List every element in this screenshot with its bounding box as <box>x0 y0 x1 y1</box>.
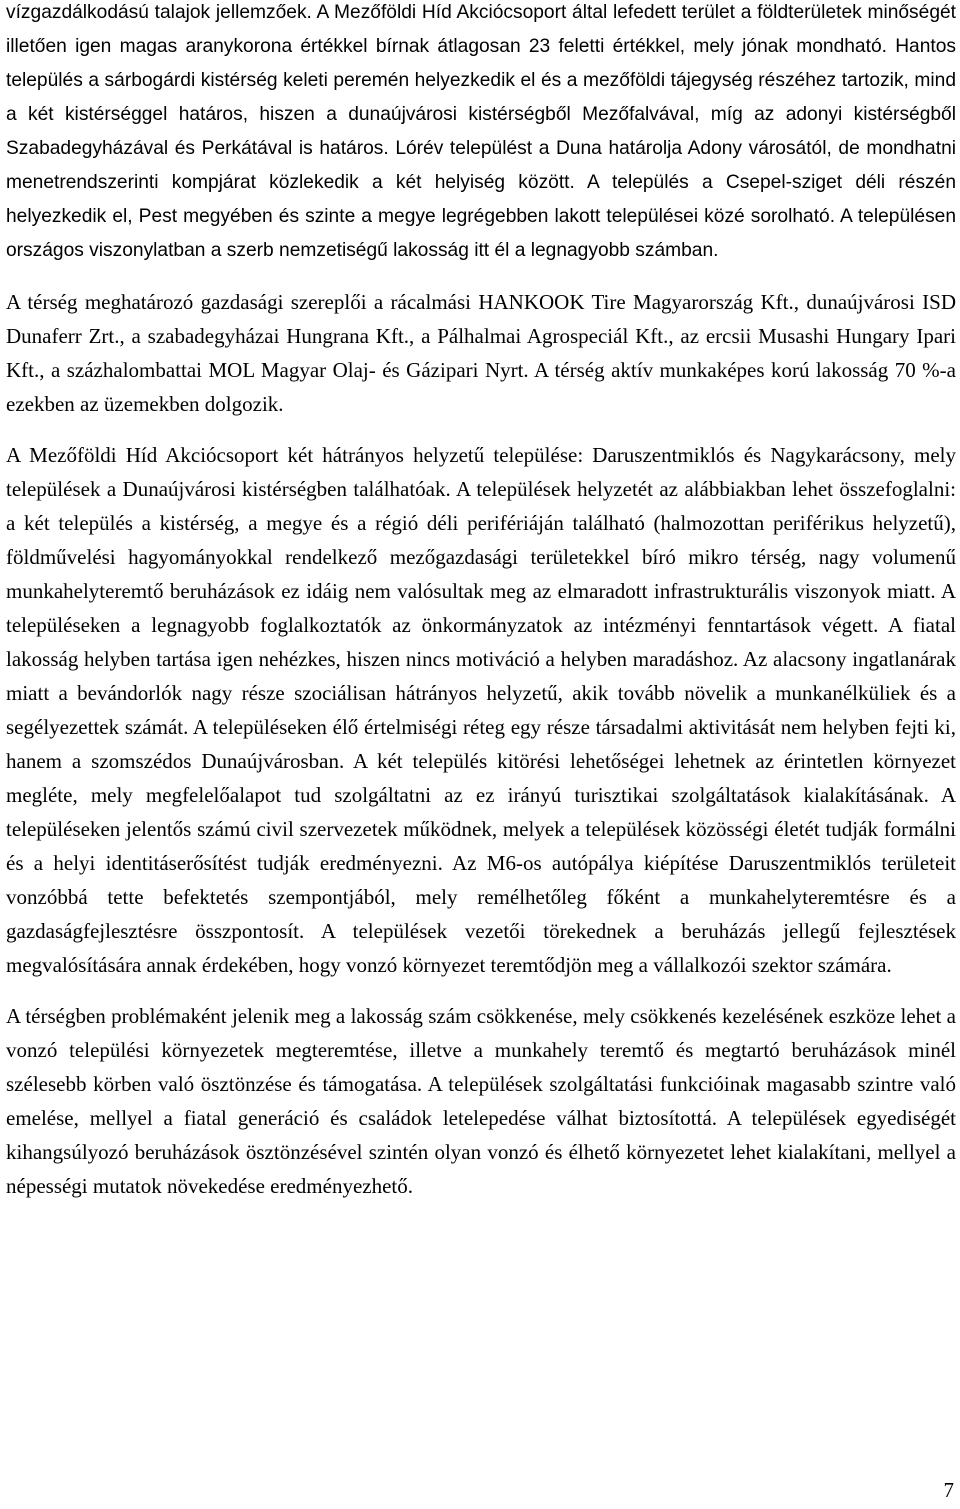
paragraph-economic-actors: A térség meghatározó gazdasági szereplői a rácalmási HANKOOK Tire Magyarország Kft., dunaújvárosi ISD Dunaferr Zrt., a szabadegyházai Hungrana Kft., a Pálhalmai Agrospeciál Kft., az ercsii Musashi Hungary Ipari Kft., a százhalombattai MOL Magyar Olaj- és Gázipari Nyrt. A térség aktív munkaképes korú lakosság 70 %-a ezekben az üzemekben dolgozik. <box>6 290 956 416</box>
paragraph-disadvantaged-settlements: A Mezőföldi Híd Akciócsoport két hátrányos helyzetű települése: Daruszentmiklós és Nagykarácsony, mely települések a Dunaújvárosi kistérségben találhatóak. A települések helyzetét az alábbiakban lehet összefoglalni: a két település a kistérség, a megye és a régió déli perifériáján található (halmozottan periférikus helyzetű), földművelési hagyományokkal rendelkező mezőgazdasági területekkel bíró mikro térség, nagy volumenű munkahelyteremtő beruházások ez idáig nem valósultak meg az elmaradott infrastrukturális viszonyok miatt. A településeken a legnagyobb foglalkoztatók az önkormányzatok az intézményi fenntartások végett. A fiatal lakosság helyben tartása igen nehézkes, hiszen nincs motiváció a helyben maradáshoz. Az alacsony ingatlanárak miatt a bevándorlók nagy része szociálisan hátrányos helyzetű, akik tovább növelik a munkanélküliek és a segélyezettek számát. A településeken élő értelmiségi réteg egy része társadalmi aktivitását nem helyben fejti ki, hanem a szomszédos Dunaújvárosban. A két település kitörési lehetőségei lehetnek az érintetlen környezet megléte, mely megfelelőalapot tud szolgáltatni az ez irányú turisztikai szolgáltatások kialakításának. A településeken jelentős számú civil szervezetek működnek, melyek a települések közösségi életét tudják formálni és a helyi identitáserősítést tudják eredményezni. Az M6-os autópálya kiépítése Daruszentmiklós területeit vonzóbbá tette befektetés szempontjából, mely remélhetőleg főként a munkahelyteremtésre és a gazdaságfejlesztésre összpontosít. A települések vezetői törekednek a beruházás jellegű fejlesztések megvalósítására annak érdekében, hogy vonzó környezet teremtődjön meg a vállalkozói szektor számára. <box>6 443 956 977</box>
paragraph-population-decline: A térségben problémaként jelenik meg a lakosság szám csökkenése, mely csökkenés kezelésének eszköze lehet a vonzó települési környezetek megteremtése, illetve a munkahely teremtő és megtartó beruházások minél szélesebb körben való ösztönzése és támogatása. A települések szolgáltatási funkcióinak magasabb szintre való emelése, mellyel a fiatal generáció és családok letelepedése válhat biztosítottá. A települések egyediségét kihangsúlyozó beruházások ösztönzésével szintén olyan vonzó és élhető környezetet lehet kialakítani, mellyel a népességi mutatok növekedése eredményezhető. <box>6 1004 956 1198</box>
paragraph-regional-overview: vízgazdálkodású talajok jellemzőek. A Mezőföldi Híd Akciócsoport által lefedett terület a földterületek minőségét illetően igen magas aranykorona értékkel bírnak átlagosan 23 feletti értékkel, mely jónak mondható. Hantos település a sárbogárdi kistérség keleti peremén helyezkedik el és a mezőföldi tájegység részéhez tartozik, mind a két kistérséggel határos, hiszen a dunaújvárosi kistérségből Mezőfalvával, míg az adonyi kistérségből Szabadegyházával és Perkátával is határos. Lórév települést a Duna határolja Adony városától, de mondhatni menetrendszerinti kompjárat közlekedik a két helyiség között. A település a Csepel-sziget déli részén helyezkedik el, Pest megyében és szinte a megye legrégebben lakott települései közé sorolható. A településen országos viszonylatban a szerb nemzetiségű lakosság itt él a legnagyobb számban. <box>6 2 956 261</box>
page-number: 7 <box>943 1478 954 1502</box>
document-page <box>6 0 956 1203</box>
